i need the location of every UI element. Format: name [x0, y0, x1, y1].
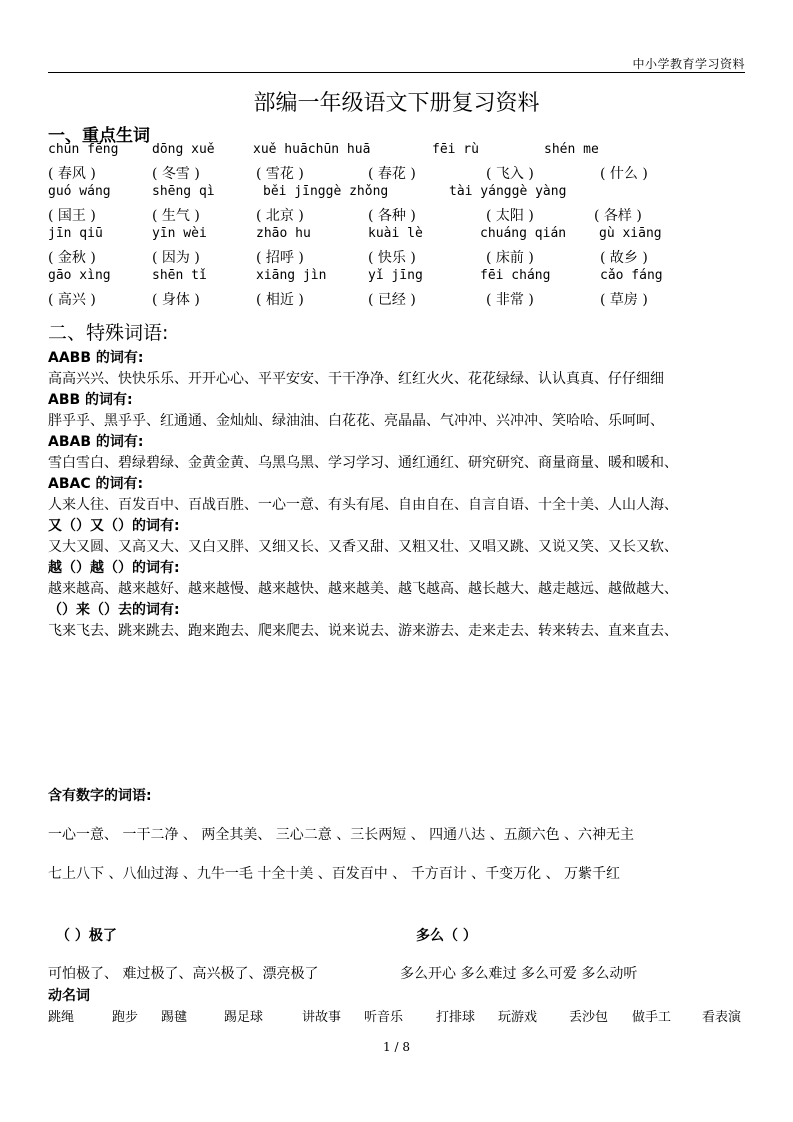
pinyin: shēng qì [152, 184, 215, 199]
pinyin-row [48, 226, 748, 247]
pinyin: chuáng qián [480, 226, 567, 241]
page-number: 1 / 8 [383, 1040, 410, 1054]
group-words: 飞来飞去、跳来跳去、跑来跑去、爬来爬去、说来说去、游来游去、走来走去、转来转去、直来直去、 [48, 623, 678, 639]
word-cell: ( 冬雪 ) [152, 166, 200, 182]
group-words: 雪白雪白、碧绿碧绿、金黄金黄、乌黑乌黑、学习学习、通红通红、研究研究、商量商量、暖和暖和、 [48, 455, 678, 471]
numbers-line-1: 一心一意、 一干二净 、 两全其美、 三心二意 、三长两短 、 四通八达 、五颜六色 、六神无主 [48, 827, 635, 843]
word-cell: ( 已经 ) [368, 292, 416, 308]
word-cell: ( 国王 ) [48, 208, 96, 224]
duo-me-words: 多么开心 多么难过 多么可爱 多么动听 [400, 966, 638, 982]
pinyin: yǐ jīng [368, 268, 423, 283]
group-words: 高高兴兴、快快乐乐、开开心心、平平安安、干干净净、红红火火、花花绿绿、认认真真、仔仔细细 [48, 371, 664, 387]
dongming-item: 丢沙包 [569, 1010, 609, 1025]
pinyin: zhāo hu [256, 226, 311, 241]
dongming-item: 看表演 [702, 1010, 742, 1025]
word-cell: ( 草房 ) [600, 292, 648, 308]
pinyin: fēi rù [432, 142, 479, 157]
ji-le-words: 可怕极了、 难过极了、高兴极了、漂亮极了 [48, 966, 319, 982]
group-label: （）来（）去的词有: [48, 602, 180, 618]
word-cell: ( 北京 ) [256, 208, 304, 224]
pinyin: gù xiāng [599, 226, 662, 241]
page-title: 部编一年级语文下册复习资料 [253, 91, 540, 116]
pinyin: tài yánggè yàng [449, 184, 567, 199]
word-row [48, 247, 748, 268]
word-cell: ( 春风 ) [48, 166, 96, 182]
group-words: 又大又圆、又高又大、又白又胖、又细又长、又香又甜、又粗又壮、又唱又跳、又说又笑、又长又软、 [48, 539, 678, 555]
word-cell: ( 床前 ) [486, 250, 534, 266]
pinyin-row [48, 142, 748, 163]
pinyin: jīn qiū [48, 226, 103, 241]
group-words: 越来越高、越来越好、越来越慢、越来越快、越来越美、越飞越高、越长越大、越走越远、越做越大、 [48, 581, 678, 597]
dongming-item: 踢毽 [161, 1010, 188, 1025]
word-cell: ( 快乐 ) [368, 250, 416, 266]
ji-le-title: （ ）极了 [56, 928, 117, 944]
pinyin-row [48, 268, 748, 289]
dongming-item: 跑步 [112, 1010, 139, 1025]
word-cell: ( 高兴 ) [48, 292, 96, 308]
word-row [48, 205, 748, 226]
group-label: AABB 的词有: [48, 350, 144, 366]
word-row [48, 289, 748, 310]
word-cell: ( 飞入 ) [486, 166, 534, 182]
pinyin: xuě huāchūn huā [253, 142, 371, 157]
section-2-title: 二、特殊词语: [48, 322, 169, 344]
group-label: 又（）又（）的词有: [48, 518, 180, 534]
duo-me-title: 多么（ ） [416, 928, 477, 944]
word-cell: ( 相近 ) [256, 292, 304, 308]
word-cell: ( 什么 ) [600, 166, 648, 182]
group-label: ABAC 的词有: [48, 476, 144, 492]
pinyin-row [48, 184, 748, 205]
dongming-item: 听音乐 [364, 1010, 404, 1025]
group-label: ABB 的词有: [48, 392, 133, 408]
word-cell: ( 太阳 ) [486, 208, 534, 224]
word-cell: ( 各种 ) [368, 208, 416, 224]
pinyin: dōng xuě [152, 142, 215, 157]
group-label: ABAB 的词有: [48, 434, 144, 450]
group-words: 人来人往、百发百中、百战百胜、一心一意、有头有尾、自由自在、自言自语、十全十美、人山人海、 [48, 497, 678, 513]
word-cell: ( 因为 ) [152, 250, 200, 266]
pinyin: shén me [544, 142, 599, 157]
pinyin: guó wáng [48, 184, 111, 199]
pinyin: yīn wèi [152, 226, 207, 241]
numbers-title: 含有数字的词语: [48, 788, 152, 804]
pinyin: xiāng jìn [256, 268, 327, 283]
pinyin: fēi cháng [480, 268, 551, 283]
dongming-item: 做手工 [632, 1010, 672, 1025]
pinyin: gāo xìng [48, 268, 111, 283]
pinyin: kuài lè [368, 226, 423, 241]
dongming-row [48, 1006, 748, 1026]
word-cell: ( 故乡 ) [600, 250, 648, 266]
word-cell: ( 春花 ) [368, 166, 416, 182]
word-row [48, 163, 748, 184]
dongming-item: 跳绳 [48, 1010, 75, 1025]
numbers-line-2: 七上八下 、八仙过海 、九牛一毛 十全十美 、百发百中 、 千方百计 、千变万化 、 万紫千红 [48, 866, 621, 882]
word-cell: ( 各样 ) [594, 208, 642, 224]
pinyin: shēn tǐ [152, 268, 207, 283]
dongming-item: 玩游戏 [498, 1010, 538, 1025]
header-divider [48, 72, 745, 73]
dongming-title: 动名词 [48, 988, 90, 1004]
pinyin: běi jīnggè zhǒng [263, 184, 389, 199]
word-cell: ( 招呼 ) [256, 250, 304, 266]
word-cell: ( 雪花 ) [256, 166, 304, 182]
dongming-item: 讲故事 [302, 1010, 342, 1025]
group-words: 胖乎乎、黑乎乎、红通通、金灿灿、绿油油、白花花、亮晶晶、气冲冲、兴冲冲、笑哈哈、乐呵呵、 [48, 413, 664, 429]
word-cell: ( 生气 ) [152, 208, 200, 224]
word-cell: ( 非常 ) [486, 292, 534, 308]
pinyin: chūn fēng [48, 142, 119, 157]
header-label: 中小学教育学习资料 [632, 57, 745, 71]
dongming-item: 踢足球 [224, 1010, 264, 1025]
pinyin: cǎo fáng [600, 268, 663, 283]
word-cell: ( 身体 ) [152, 292, 200, 308]
vocab-grid [48, 142, 748, 310]
section-1-title: 一、重点生词 [48, 126, 150, 146]
dongming-item: 打排球 [436, 1010, 476, 1025]
word-cell: ( 金秋 ) [48, 250, 96, 266]
special-words [48, 348, 746, 642]
group-label: 越（）越（）的词有: [48, 560, 180, 576]
